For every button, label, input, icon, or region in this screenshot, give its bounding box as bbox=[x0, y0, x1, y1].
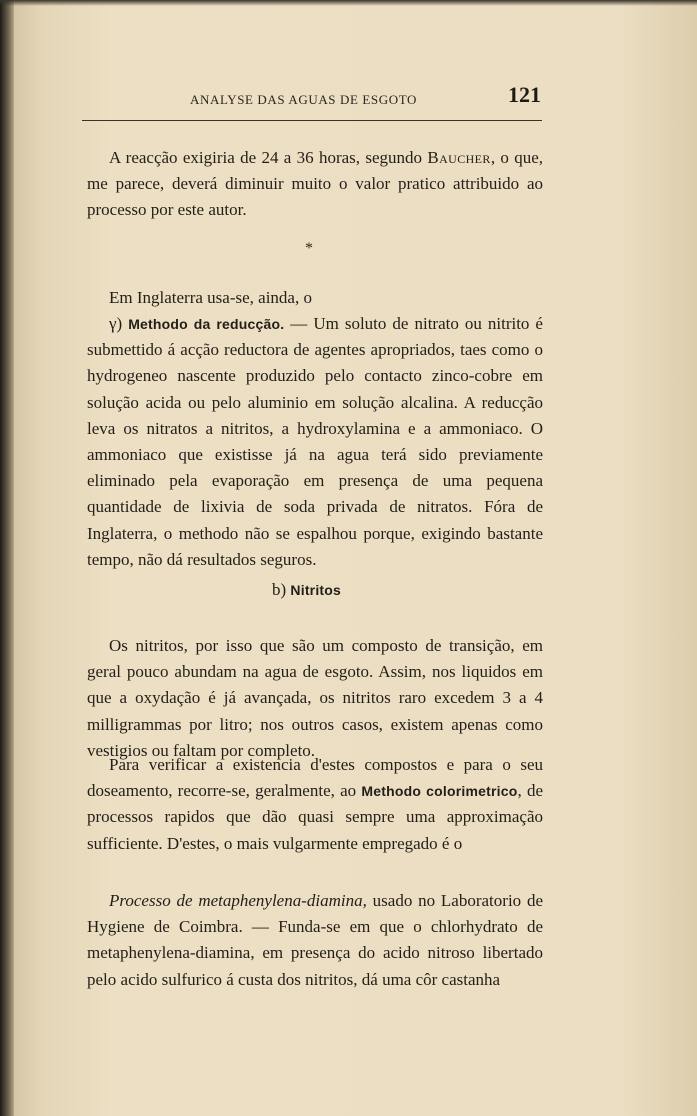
book-gutter-shadow bbox=[0, 0, 14, 1116]
section-prefix: b) bbox=[272, 580, 291, 599]
page-number: 121 bbox=[508, 82, 541, 107]
running-header bbox=[150, 80, 545, 114]
paragraph-text: usado no Laboratorio de Hygiene de Coimbra. — Funda-se em que o chlorhydrato de metaphenylena-diamina, em presença do acido nitroso libertado pelo acido sulfurico á custa dos nitritos, dá uma côr castanha bbox=[87, 891, 544, 989]
item-label: γ) bbox=[109, 314, 129, 333]
paragraph-england-intro bbox=[87, 285, 543, 311]
paragraph-text: Em Inglaterra usa-se, ainda, o bbox=[109, 288, 312, 307]
paragraph-reduction-method bbox=[87, 311, 543, 573]
page-top-edge bbox=[0, 0, 697, 6]
paragraph-text: A reacção exigiria de 24 a 36 horas, segundo bbox=[109, 148, 428, 167]
author-name: Baucher bbox=[427, 148, 491, 167]
paragraph-colorimetric bbox=[87, 752, 543, 857]
paragraph-reaction-time bbox=[87, 145, 543, 224]
paragraph-text: — Um soluto de nitrato ou nitrito é submettido á acção reductora de agentes apropriados, taes como o hydrogeneo nascente produzido pelo contacto zinco-cobre em solução acida ou pelo aluminio em solução alcalina. A reducção leva os nitratos a nitritos, a hydroxylamina e a ammoniaco. O ammoniaco que existisse já na agua terá sido previamente eliminado pela evaporação em presença de uma pequena quantidade de lixivia de soda privada de nitratos. Fóra de Inglaterra, o methodo não se espalhou porque, exigindo bastante tempo, não dá resultados seguros. bbox=[87, 314, 543, 569]
paragraph-nitrites bbox=[87, 633, 543, 764]
method-name: Methodo da reducção. bbox=[128, 316, 285, 332]
paragraph-text: Os nitritos, por isso que são um composto de transição, em geral pouco abundam na agua de esgoto. Assim, nos liquidos em que a oxydação é já avançada, os nitritos raro excedem 3 a 4 milligrammas por litro; nos outros casos, existem apenas como vestigios ou faltam por completo. bbox=[87, 636, 543, 760]
section-heading-nitritos bbox=[272, 580, 341, 600]
running-title: ANALYSE DAS AGUAS DE ESGOTO bbox=[190, 92, 418, 107]
paragraph-text: , o que, me parece, deverá diminuir muito o valor pratico attribuido ao processo por este autor. bbox=[87, 148, 543, 220]
paragraph-text: , de processos rapidos que dão quasi sempre uma approximação sufficiente. D'estes, o mais vulgarmente empregado é o bbox=[87, 781, 543, 853]
paragraph-metaphenylene bbox=[87, 888, 543, 993]
section-asterism: * bbox=[305, 240, 313, 257]
section-title: Nitritos bbox=[290, 582, 342, 598]
process-name: Processo de metaphenylena-diamina, bbox=[109, 891, 367, 910]
header-rule bbox=[82, 120, 542, 121]
paragraph-text: Para verificar a existencia d'estes compostos e para o seu doseamento, recorre-se, geralmente, ao bbox=[87, 755, 543, 801]
method-name: Methodo colorimetrico bbox=[361, 783, 518, 800]
